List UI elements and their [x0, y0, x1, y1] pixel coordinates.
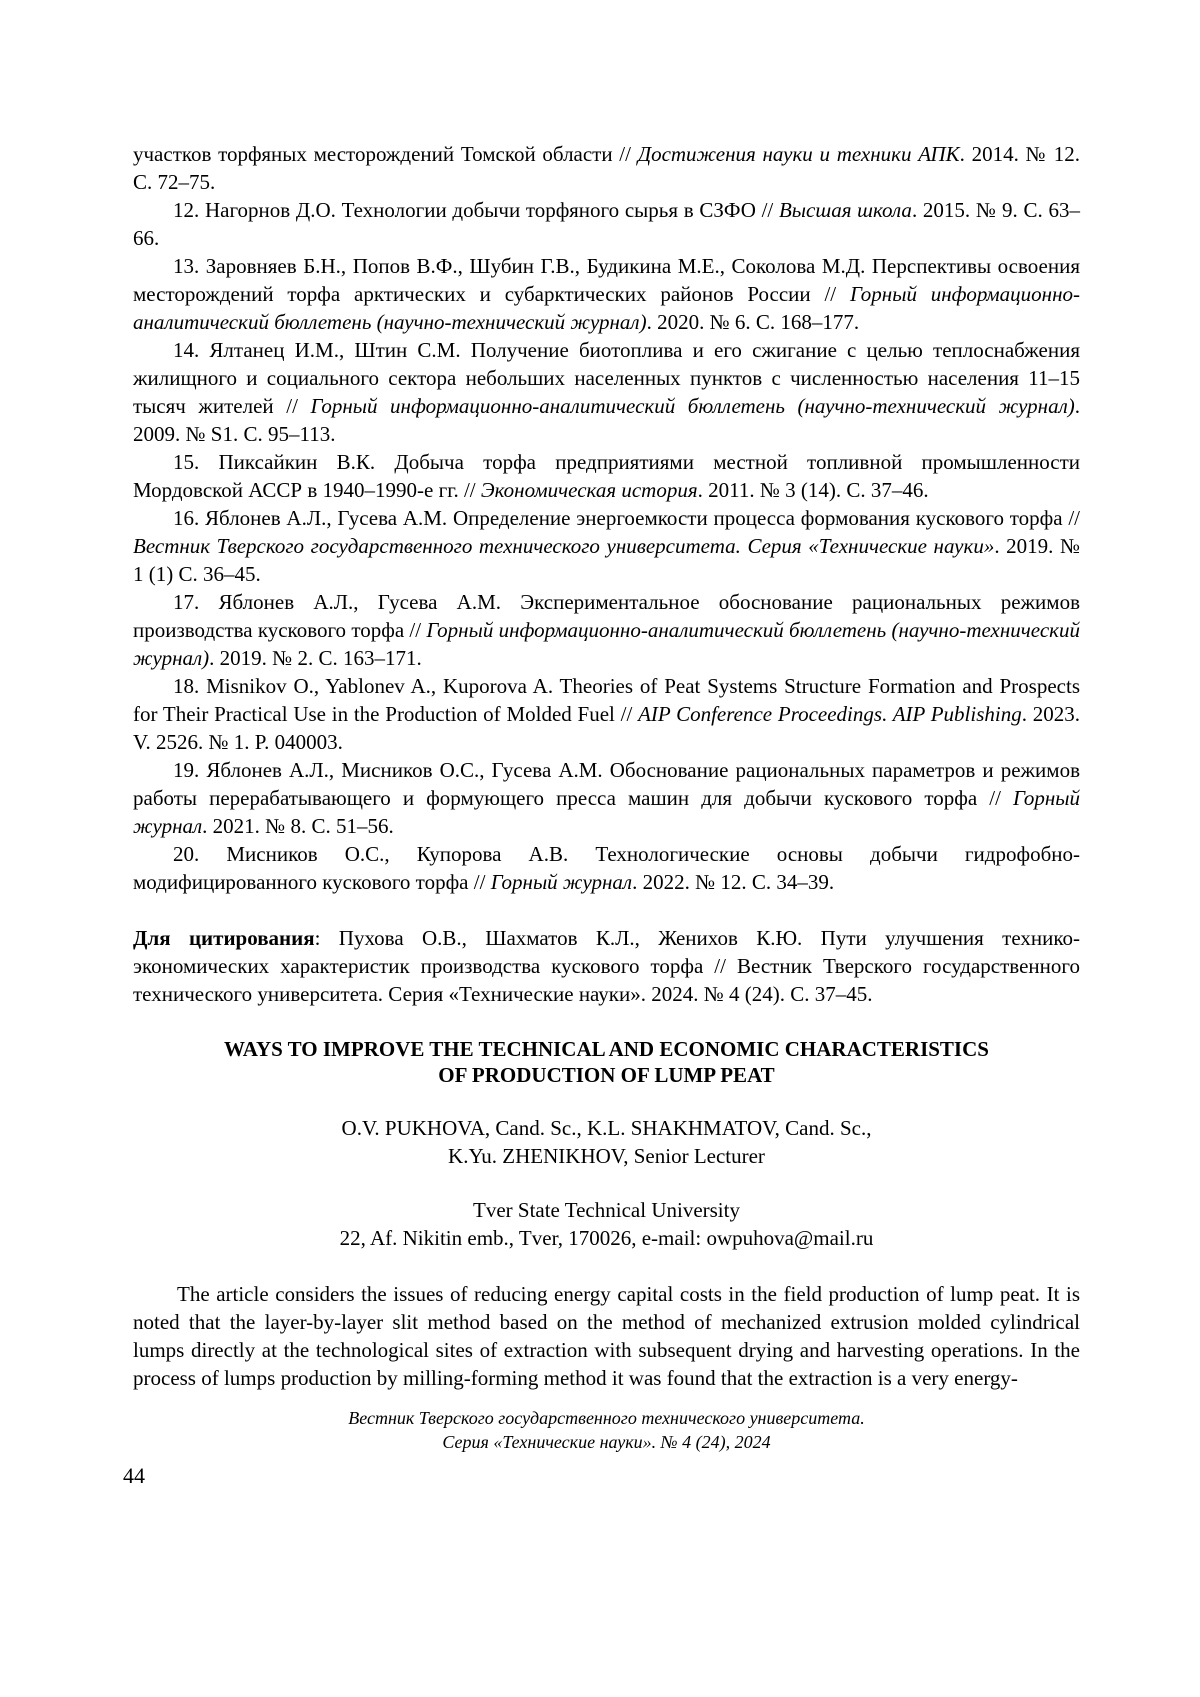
- reference-item-11-continuation: [133, 140, 1080, 196]
- reference-text: 18. Misnikov O., Yablonev A., Kuporova A. Theories of Peat Systems Structure Formation and Prospects for Their Practical Use in the Production of Molded Fuel //: [133, 674, 1080, 726]
- reference-journal: Горный журнал: [490, 870, 633, 894]
- article-title-line-1: WAYS TO IMPROVE THE TECHNICAL AND ECONOMIC CHARACTERISTICS: [224, 1037, 989, 1061]
- reference-journal: Высшая школа: [778, 198, 912, 222]
- reference-item-14: [133, 336, 1080, 448]
- reference-item-19: [133, 756, 1080, 840]
- reference-text: 20. Мисников О.С., Купорова А.В. Технологические основы добычи гидрофобно-модифицированного кускового торфа //: [133, 842, 1080, 894]
- journal-footer: [133, 1406, 1080, 1454]
- reference-item-12: [133, 196, 1080, 252]
- reference-journal: Достижения науки и техники АПК: [637, 142, 960, 166]
- reference-text: 15. Пиксайкин В.К. Добыча торфа предприятиями местной топливной промышленности Мордовской АССР в 1940–1990-е гг. //: [133, 450, 1080, 502]
- reference-journal: AIP Conference Proceedings. AIP Publishing: [638, 702, 1022, 726]
- reference-tail: . 2014. № 12. С. 72–75.: [133, 142, 1081, 194]
- reference-tail: . 2019. № 2. С. 163–171.: [209, 646, 422, 670]
- reference-journal: Горный информационно-аналитический бюллетень (научно-технический журнал): [310, 394, 1075, 418]
- reference-tail: . 2021. № 8. С. 51–56.: [202, 814, 394, 838]
- journal-footer-line-1: Вестник Тверского государственного технического университета.: [348, 1408, 865, 1428]
- reference-text: 17. Яблонев А.Л., Гусева А.М. Экспериментальное обоснование рациональных режимов производства кускового торфа //: [133, 590, 1080, 642]
- reference-tail: . 2023. V. 2526. № 1. P. 040003.: [133, 702, 1080, 754]
- reference-tail: . 2015. № 9. С. 63–66.: [133, 198, 1080, 250]
- reference-item-15: [133, 448, 1080, 504]
- reference-text: 14. Ялтанец И.М., Штин С.М. Получение биотоплива и его сжигание с целью теплоснабжения жилищного и социального сектора небольших населенных пунктов с численностью населения 11–15 тысяч жителей //: [133, 338, 1080, 418]
- article-title-en: [133, 1036, 1080, 1088]
- reference-text: 19. Яблонев А.Л., Мисников О.С., Гусева А.М. Обоснование рациональных параметров и режимов работы перерабатывающего и формующего пресса машин для добычи кускового торфа //: [133, 758, 1080, 810]
- citation-label: Для цитирования: [133, 926, 315, 950]
- reference-tail: . 2020. № 6. С. 168–177.: [646, 310, 860, 334]
- article-title-line-2: OF PRODUCTION OF LUMP PEAT: [438, 1063, 775, 1087]
- reference-text: 16. Яблонев А.Л., Гусева А.М. Определение энергоемкости процесса формования кускового торфа //: [173, 506, 1080, 530]
- reference-text: участков торфяных месторождений Томской области //: [133, 142, 638, 166]
- reference-journal: Экономическая история: [480, 478, 698, 502]
- authors-line-2: K.Yu. ZHENIKHOV, Senior Lecturer: [448, 1144, 765, 1168]
- reference-tail: . 2011. № 3 (14). С. 37–46.: [697, 478, 929, 502]
- reference-tail: . 2019. № 1 (1) С. 36–45.: [133, 534, 1080, 586]
- authors-block: [133, 1114, 1080, 1170]
- reference-journal: Горный информационно-аналитический бюллетень (научно-технический журнал): [133, 282, 1081, 334]
- reference-journal: Горный информационно-аналитический бюллетень (научно-технический журнал): [133, 618, 1080, 670]
- authors-line-1: O.V. PUKHOVA, Cand. Sc., K.L. SHAKHMATOV, Cand. Sc.,: [341, 1116, 872, 1140]
- reference-item-17: [133, 588, 1080, 672]
- reference-item-13: [133, 252, 1080, 336]
- affiliation-address-email: 22, Af. Nikitin emb., Tver, 170026, e-mail: owpuhova@mail.ru: [339, 1226, 874, 1250]
- abstract-paragraph: The article considers the issues of reducing energy capital costs in the field production of lump peat. It is noted that the layer-by-layer slit method based on the method of mechanized extrusion molded cylindrical lumps directly at the technological sites of extraction with subsequent drying and harvesting operations. In the process of lumps production by milling-forming method it was found that the extraction is a very energy-: [133, 1282, 1080, 1390]
- reference-item-18: [133, 672, 1080, 756]
- reference-text: 13. Заровняев Б.Н., Попов В.Ф., Шубин Г.В., Будикина М.Е., Соколова М.Д. Перспективы освоения месторождений торфа арктических и субарктических районов России //: [133, 254, 1080, 306]
- reference-item-16: [133, 504, 1080, 588]
- reference-text: 12. Нагорнов Д.О. Технологии добычи торфяного сырья в СЗФО //: [173, 198, 779, 222]
- citation-text: : Пухова О.В., Шахматов К.Л., Женихов К.Ю. Пути улучшения технико-экономических характеристик производства кускового торфа // Вестник Тверского государственного технического университета. Серия «Технические науки». 2024. № 4 (24). С. 37–45.: [133, 926, 1081, 1006]
- page-number: 44: [123, 1463, 145, 1488]
- reference-tail: . 2022. № 12. С. 34–39.: [632, 870, 835, 894]
- reference-tail: . 2009. № S1. С. 95–113.: [133, 394, 1081, 446]
- affiliation-university: Tver State Technical University: [473, 1198, 740, 1222]
- citation-note: [133, 924, 1080, 1008]
- affiliation-block: [133, 1196, 1080, 1252]
- journal-footer-line-2: Серия «Технические науки». № 4 (24), 2024: [442, 1432, 771, 1452]
- reference-journal: Горный журнал: [133, 786, 1080, 838]
- reference-item-20: [133, 840, 1080, 896]
- reference-journal: Вестник Тверского государственного технического университета. Серия «Технические науки»: [133, 534, 995, 558]
